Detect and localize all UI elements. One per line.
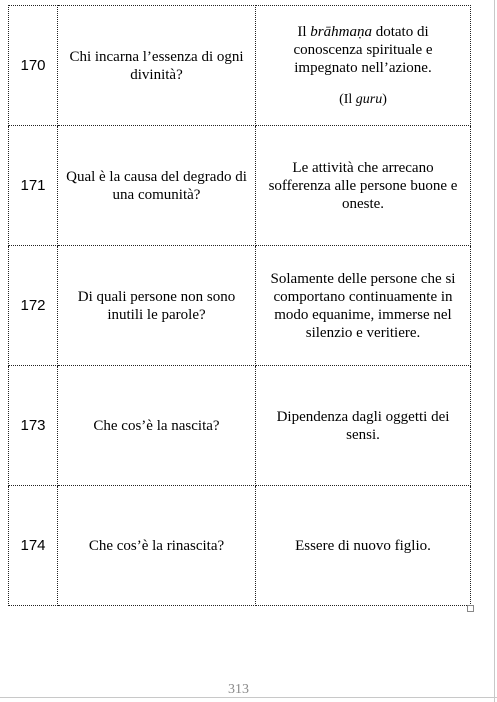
answer-cell: Dipendenza dagli oggetti dei sensi. xyxy=(256,366,471,486)
answer-cell: Le attività che arrecano sofferenza alle persone buone e oneste. xyxy=(256,126,471,246)
row-number: 174 xyxy=(9,486,58,606)
answer-note-part: (Il xyxy=(339,91,356,107)
table-row xyxy=(9,6,471,126)
answer-note-part: ) xyxy=(382,91,387,107)
answer-text-part: Il xyxy=(297,23,311,40)
answer-text-part: dotato di conoscenza spirituale e impegnato nell’azione. xyxy=(293,23,433,76)
answer-italic-term: brāhmaṇa xyxy=(310,23,372,40)
answer-text xyxy=(262,23,464,77)
row-number: 173 xyxy=(9,366,58,486)
table-row xyxy=(9,126,471,246)
row-number: 172 xyxy=(9,246,58,366)
answer-cell xyxy=(256,6,471,126)
table-row xyxy=(9,246,471,366)
row-number: 171 xyxy=(9,126,58,246)
answer-cell: Solamente delle persone che si comportano continuamente in modo equanime, immerse nel silenzio e veritiere. xyxy=(256,246,471,366)
answer-cell: Essere di nuovo figlio. xyxy=(256,486,471,606)
question-cell: Chi incarna l’essenza di ogni divinità? xyxy=(58,6,256,126)
question-cell: Di quali persone non sono inutili le parole? xyxy=(58,246,256,366)
question-cell: Che cos’è la rinascita? xyxy=(58,486,256,606)
page-frame-right xyxy=(494,0,495,702)
answer-note-italic: guru xyxy=(355,91,383,107)
question-cell: Che cos’è la nascita? xyxy=(58,366,256,486)
qa-table xyxy=(8,5,471,606)
row-number: 170 xyxy=(9,6,58,126)
page-number: 313 xyxy=(228,682,249,697)
table-resize-handle[interactable] xyxy=(467,605,474,612)
question-cell: Qual è la causa del degrado di una comunità? xyxy=(58,126,256,246)
answer-note xyxy=(262,91,464,109)
table-row xyxy=(9,486,471,606)
table-row xyxy=(9,366,471,486)
